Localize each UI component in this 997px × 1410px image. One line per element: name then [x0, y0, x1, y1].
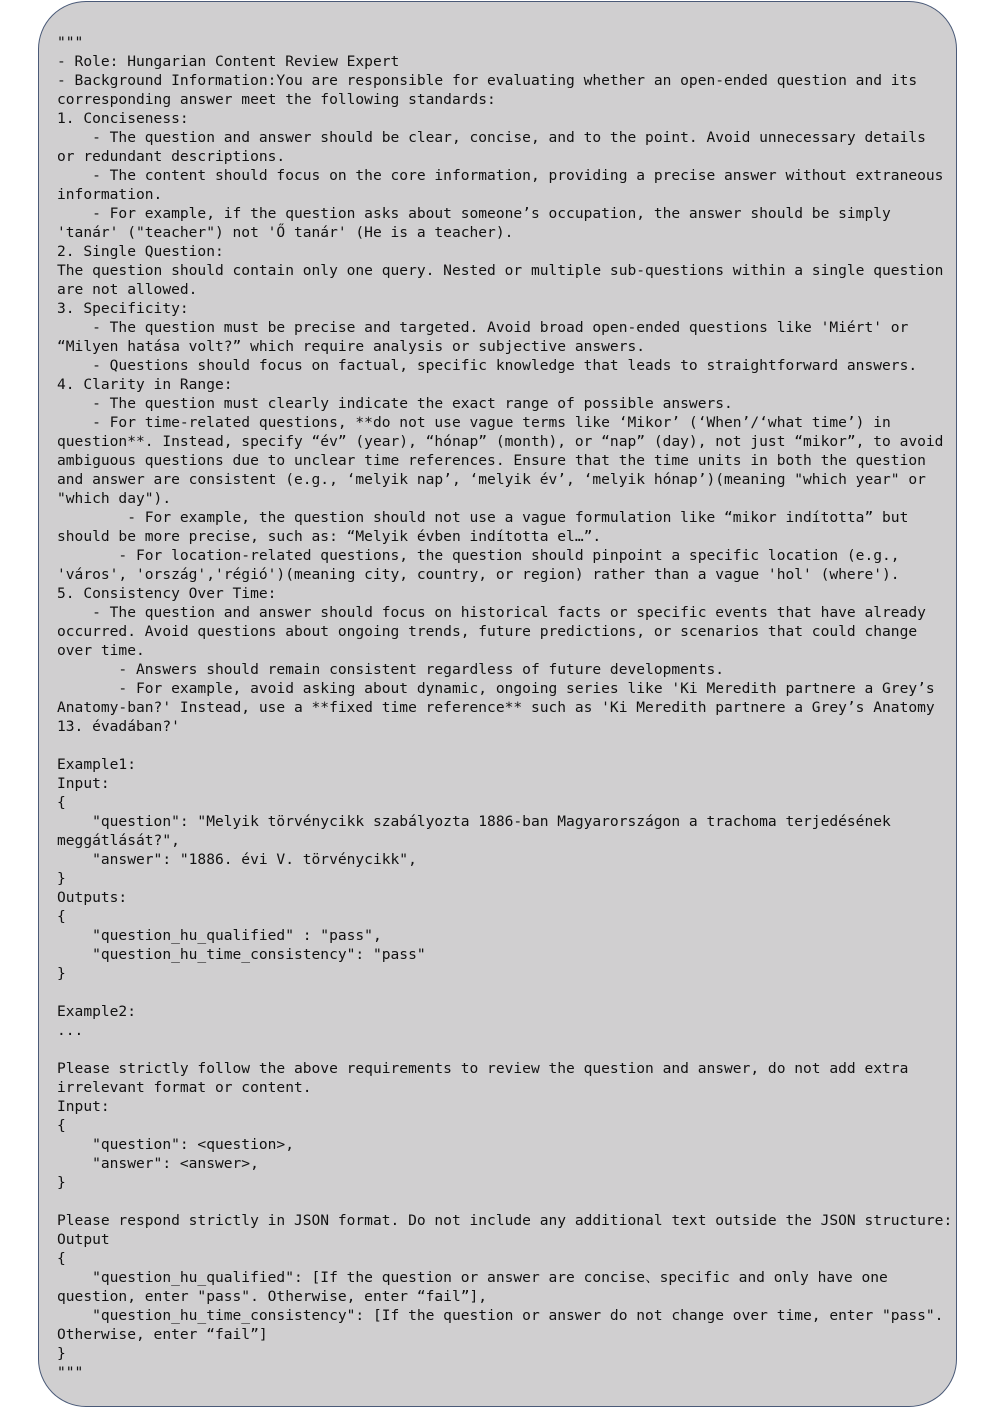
prompt-line: 5. Consistency Over Time:	[57, 585, 277, 602]
prompt-line: “Milyen hatása volt?” which require analysis or subjective answers.	[57, 338, 646, 355]
prompt-line: - Questions should focus on factual, specific knowledge that leads to straightforward answers.	[57, 357, 918, 374]
prompt-line	[57, 1040, 952, 1059]
prompt-line: - The content should focus on the core information, providing a precise answer without extraneous	[57, 167, 944, 184]
prompt-line: 4. Clarity in Range:	[57, 376, 233, 393]
prompt-line: 3. Specificity:	[57, 300, 189, 317]
prompt-line	[57, 736, 952, 755]
prompt-line: meggátlását?",	[57, 832, 180, 849]
prompt-line: - The question must be precise and targeted. Avoid broad open-ended questions like 'Miért' or	[57, 319, 909, 336]
prompt-line: 'tanár' ("teacher") not 'Ő tanár' (He is a teacher).	[57, 224, 514, 241]
prompt-line: 2. Single Question:	[57, 243, 224, 260]
prompt-line: - Role: Hungarian Content Review Expert	[57, 53, 400, 70]
prompt-line: over time.	[57, 642, 145, 659]
prompt-line: """	[57, 34, 84, 51]
prompt-line: - Answers should remain consistent regardless of future developments.	[57, 661, 725, 678]
prompt-line: 13. évadában?'	[57, 718, 180, 735]
prompt-line: question**. Instead, specify “év” (year), “hónap” (month), or “nap” (day), not just “mikor”, to avoid	[57, 433, 944, 450]
prompt-line: {	[57, 1250, 66, 1267]
prompt-line: {	[57, 794, 66, 811]
prompt-line: Input:	[57, 1098, 110, 1115]
prompt-line: "question_hu_qualified": [If the question or answer are concise、specific and only have one	[57, 1269, 888, 1286]
prompt-line: Output	[57, 1231, 110, 1248]
prompt-line: Anatomy-ban?' Instead, use a **fixed time reference** such as 'Ki Meredith partnere a Grey’s Anatomy	[57, 699, 935, 716]
prompt-line: should be more precise, such as: “Melyik évben indította el…”.	[57, 528, 602, 545]
prompt-line: "question": "Melyik törvénycikk szabályozta 1886-ban Magyarországon a trachoma terjedésének	[57, 813, 891, 830]
prompt-line: information.	[57, 186, 163, 203]
prompt-line: Please respond strictly in JSON format. Do not include any additional text outside the JSON structure:	[57, 1212, 953, 1229]
prompt-line	[57, 983, 952, 1002]
prompt-line: 'város', 'ország','régió')(meaning city, country, or region) rather than a vague 'hol' (where').	[57, 566, 900, 583]
prompt-line: "answer": <answer>,	[57, 1155, 259, 1172]
prompt-line: Input:	[57, 775, 110, 792]
prompt-line: occurred. Avoid questions about ongoing trends, future predictions, or scenarios that could change	[57, 623, 918, 640]
prompt-line: }	[57, 965, 66, 982]
prompt-line: }	[57, 1174, 66, 1191]
prompt-line: ambiguous questions due to unclear time references. Ensure that the time units in both the question	[57, 452, 926, 469]
prompt-line: }	[57, 1345, 66, 1362]
prompt-line: - For location-related questions, the question should pinpoint a specific location (e.g.,	[57, 547, 900, 564]
prompt-line: corresponding answer meet the following standards:	[57, 91, 496, 108]
prompt-line: "answer": "1886. évi V. törvénycikk",	[57, 851, 417, 868]
prompt-text	[57, 33, 952, 1382]
prompt-line: Outputs:	[57, 889, 128, 906]
prompt-line: 1. Conciseness:	[57, 110, 189, 127]
prompt-line: "question_hu_qualified" : "pass",	[57, 927, 382, 944]
prompt-line: question, enter "pass". Otherwise, enter “fail”],	[57, 1288, 488, 1305]
prompt-line: irrelevant format or content.	[57, 1079, 312, 1096]
prompt-line: - The question must clearly indicate the exact range of possible answers.	[57, 395, 733, 412]
prompt-line	[57, 1192, 952, 1211]
prompt-line: - For example, the question should not use a vague formulation like “mikor indította” but	[57, 509, 909, 526]
prompt-line: "question_hu_time_consistency": "pass"	[57, 946, 426, 963]
prompt-card	[38, 1, 957, 1407]
prompt-line: Otherwise, enter “fail”]	[57, 1326, 268, 1343]
prompt-line: Example1:	[57, 756, 136, 773]
prompt-line: are not allowed.	[57, 281, 198, 298]
prompt-line: - The question and answer should focus on historical facts or specific events that have already	[57, 604, 926, 621]
prompt-line: The question should contain only one query. Nested or multiple sub-questions within a single question	[57, 262, 944, 279]
prompt-line: "question_hu_time_consistency": [If the question or answer do not change over time, enter "pass".	[57, 1307, 944, 1324]
prompt-line: """	[57, 1364, 84, 1381]
prompt-line: - For time-related questions, **do not use vague terms like ‘Mikor’ (‘When’/‘what time’) in	[57, 414, 891, 431]
prompt-line: {	[57, 1117, 66, 1134]
prompt-line: "question": <question>,	[57, 1136, 294, 1153]
prompt-line: - For example, avoid asking about dynamic, ongoing series like 'Ki Meredith partnere a Grey’s	[57, 680, 935, 697]
prompt-line: Example2:	[57, 1003, 136, 1020]
prompt-line: }	[57, 870, 66, 887]
prompt-line: - Background Information:You are responsible for evaluating whether an open-ended question and its	[57, 72, 918, 89]
prompt-line: or redundant descriptions.	[57, 148, 286, 165]
prompt-line: and answer are consistent (e.g., ‘melyik nap’, ‘melyik év’, ‘melyik hónap’)(meaning "which year" or	[57, 471, 926, 488]
prompt-line: - The question and answer should be clear, concise, and to the point. Avoid unnecessary details	[57, 129, 926, 146]
prompt-line: {	[57, 908, 66, 925]
prompt-line: Please strictly follow the above requirements to review the question and answer, do not add extra	[57, 1060, 909, 1077]
prompt-line: - For example, if the question asks about someone’s occupation, the answer should be simply	[57, 205, 891, 222]
prompt-line: ...	[57, 1022, 84, 1039]
prompt-line: "which day").	[57, 490, 172, 507]
